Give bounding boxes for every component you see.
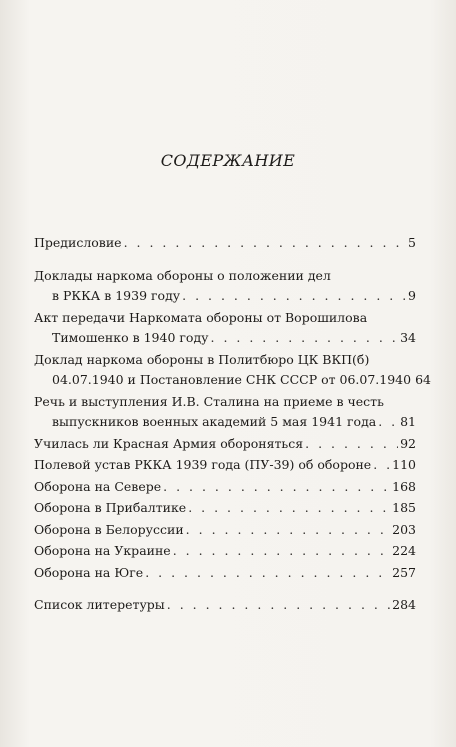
toc-page-number: 203 [392, 521, 416, 537]
toc-page-number: 5 [408, 235, 416, 250]
toc-entry-title: Полевой устав РККА 1939 года (ПУ-39) об обороне [34, 457, 372, 472]
dot-leader [186, 520, 390, 541]
toc-entry-title-continued: в РККА в 1939 году [52, 288, 181, 303]
toc-entry-title: Оборона на Украине [34, 543, 171, 558]
toc-entry-title: Оборона на Юге [34, 564, 144, 580]
toc-page-number: 284 [392, 597, 416, 612]
toc-entry-title: Список литеретуры [34, 597, 165, 612]
dot-leader [305, 434, 398, 455]
toc-entry-ukraine [34, 541, 416, 562]
toc-entry-stalin-speech [34, 392, 416, 433]
dot-leader [211, 328, 399, 349]
toc-entry-field-manual [34, 455, 416, 476]
toc-page-number: 224 [392, 543, 416, 558]
table-of-contents [34, 233, 431, 617]
toc-entry-preface [34, 233, 416, 254]
dot-leader [173, 541, 390, 562]
dot-leader [188, 498, 390, 519]
toc-entry-title-continued: 04.07.1940 и Постановление СНК СССР от 06.07.1940 [52, 372, 412, 387]
toc-page-number: 185 [392, 500, 416, 515]
toc-entry-title: Доклады наркома обороны о положении дел [34, 267, 331, 283]
toc-entry-title: Речь и выступления И.В. Сталина на приеме в честь [34, 393, 384, 409]
toc-page-number: 92 [400, 435, 416, 451]
toc-entry-belarus [34, 520, 416, 541]
toc-entry-title: Доклад наркома обороны в Политбюро ЦК ВКП(б) [34, 351, 370, 367]
toc-entry-title: Училась ли Красная Армия обороняться [34, 435, 304, 451]
toc-entry-title: Предисловие [34, 235, 122, 250]
toc-entry-defense-training [34, 434, 416, 455]
toc-entry-title: Оборона на Севере [34, 478, 162, 494]
dot-leader [373, 455, 390, 476]
toc-entry-title: Оборона в Белоруссии [34, 521, 184, 537]
toc-page-number: 168 [392, 478, 416, 494]
dot-leader [163, 477, 390, 498]
toc-entry-south [34, 563, 416, 584]
toc-page-number: 34 [400, 330, 416, 345]
toc-entry-reports-1939 [34, 266, 416, 307]
toc-entry-north [34, 477, 416, 498]
toc-entry-politburo-report [34, 350, 431, 391]
toc-entry-title: Оборона в Прибалтике [34, 500, 187, 515]
toc-page-number: 9 [408, 288, 416, 303]
toc-page-number: 257 [392, 564, 416, 580]
dot-leader [124, 233, 406, 254]
toc-entry-title-continued: Тимошенко в 1940 году [52, 330, 209, 345]
toc-page-number: 64 [415, 372, 431, 387]
toc-entry-title: Акт передачи Наркомата обороны от Ворошилова [34, 309, 368, 325]
toc-page-number: 110 [392, 457, 416, 472]
toc-page-number: 81 [400, 414, 416, 429]
toc-entry-title-continued: выпускников военных академий 5 мая 1941 года [52, 414, 377, 429]
dot-leader [378, 412, 398, 433]
dot-leader [182, 286, 406, 307]
toc-entry-transfer-act [34, 308, 416, 349]
dot-leader [145, 563, 390, 584]
toc-entry-baltics [34, 498, 416, 519]
contents-heading: СОДЕРЖАНИЕ [160, 151, 296, 170]
dot-leader [167, 595, 390, 616]
toc-entry-bibliography [34, 595, 416, 616]
